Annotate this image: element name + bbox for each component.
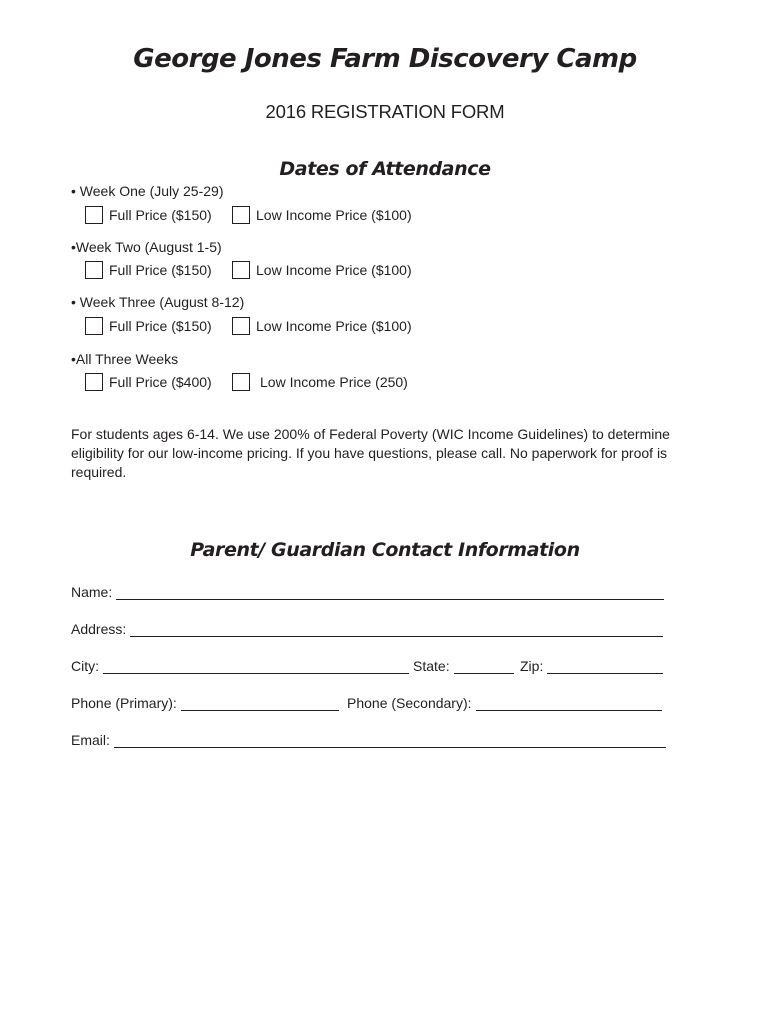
email-field[interactable] (71, 732, 666, 748)
eligibility-note: For students ages 6-14. We use 200% of Federal Poverty (WIC Income Guidelines) to determine eligibility for our low-income pricing. If you have questions, please call. No paperwork for proof is required. (71, 426, 670, 480)
week-three-full-checkbox[interactable] (85, 317, 103, 335)
week-three-full-option[interactable] (85, 317, 212, 335)
zip-input-line[interactable] (547, 659, 663, 674)
week-one-label: • Week One (July 25-29) (71, 183, 224, 199)
email-label: Email: (71, 732, 110, 748)
phone-secondary-field[interactable] (347, 695, 662, 711)
week-one-low-checkbox[interactable] (232, 206, 250, 224)
phone-secondary-label: Phone (Secondary): (347, 695, 472, 711)
dates-heading: Dates of Attendance (279, 158, 491, 180)
week-one-low-label: Low Income Price ($100) (256, 207, 412, 223)
all-weeks-full-label: Full Price ($400) (109, 374, 212, 390)
week-two-label: •Week Two (August 1-5) (71, 239, 222, 255)
week-two-full-checkbox[interactable] (85, 261, 103, 279)
zip-field[interactable] (520, 658, 663, 674)
address-field[interactable] (71, 621, 663, 637)
phone-secondary-input-line[interactable] (476, 696, 662, 711)
week-one-low-option[interactable] (232, 206, 412, 224)
all-weeks-low-label: Low Income Price (250) (260, 374, 408, 390)
all-weeks-full-option[interactable] (85, 373, 212, 391)
week-one-full-checkbox[interactable] (85, 206, 103, 224)
form-subtitle: 2016 REGISTRATION FORM (265, 101, 505, 122)
week-three-low-option[interactable] (232, 317, 412, 335)
phone-primary-label: Phone (Primary): (71, 695, 177, 711)
all-weeks-full-checkbox[interactable] (85, 373, 103, 391)
week-one-full-label: Full Price ($150) (109, 207, 212, 223)
phone-primary-field[interactable] (71, 695, 339, 711)
name-field[interactable] (71, 584, 664, 600)
email-input-line[interactable] (114, 733, 666, 748)
week-two-full-label: Full Price ($150) (109, 262, 212, 278)
state-label: State: (413, 658, 450, 674)
state-input-line[interactable] (454, 659, 514, 674)
form-title: George Jones Farm Discovery Camp (133, 44, 637, 74)
name-label: Name: (71, 584, 113, 600)
city-input-line[interactable] (103, 659, 409, 674)
city-label: City: (71, 658, 99, 674)
week-three-low-label: Low Income Price ($100) (256, 318, 412, 334)
phone-primary-input-line[interactable] (181, 696, 339, 711)
week-three-full-label: Full Price ($150) (109, 318, 212, 334)
week-two-full-option[interactable] (85, 261, 212, 279)
week-two-low-label: Low Income Price ($100) (256, 262, 412, 278)
zip-label: Zip: (520, 658, 544, 674)
address-label: Address: (71, 621, 127, 637)
week-three-low-checkbox[interactable] (232, 317, 250, 335)
all-weeks-label: •All Three Weeks (71, 351, 179, 367)
all-weeks-low-checkbox[interactable] (232, 373, 250, 391)
week-one-full-option[interactable] (85, 206, 212, 224)
all-weeks-low-option[interactable] (232, 373, 408, 391)
name-input-line[interactable] (116, 585, 664, 600)
week-three-label: • Week Three (August 8-12) (71, 294, 245, 310)
week-two-low-checkbox[interactable] (232, 261, 250, 279)
contact-heading: Parent/ Guardian Contact Information (190, 539, 580, 561)
address-input-line[interactable] (130, 622, 663, 637)
week-two-low-option[interactable] (232, 261, 412, 279)
state-field[interactable] (413, 658, 514, 674)
city-field[interactable] (71, 658, 409, 674)
